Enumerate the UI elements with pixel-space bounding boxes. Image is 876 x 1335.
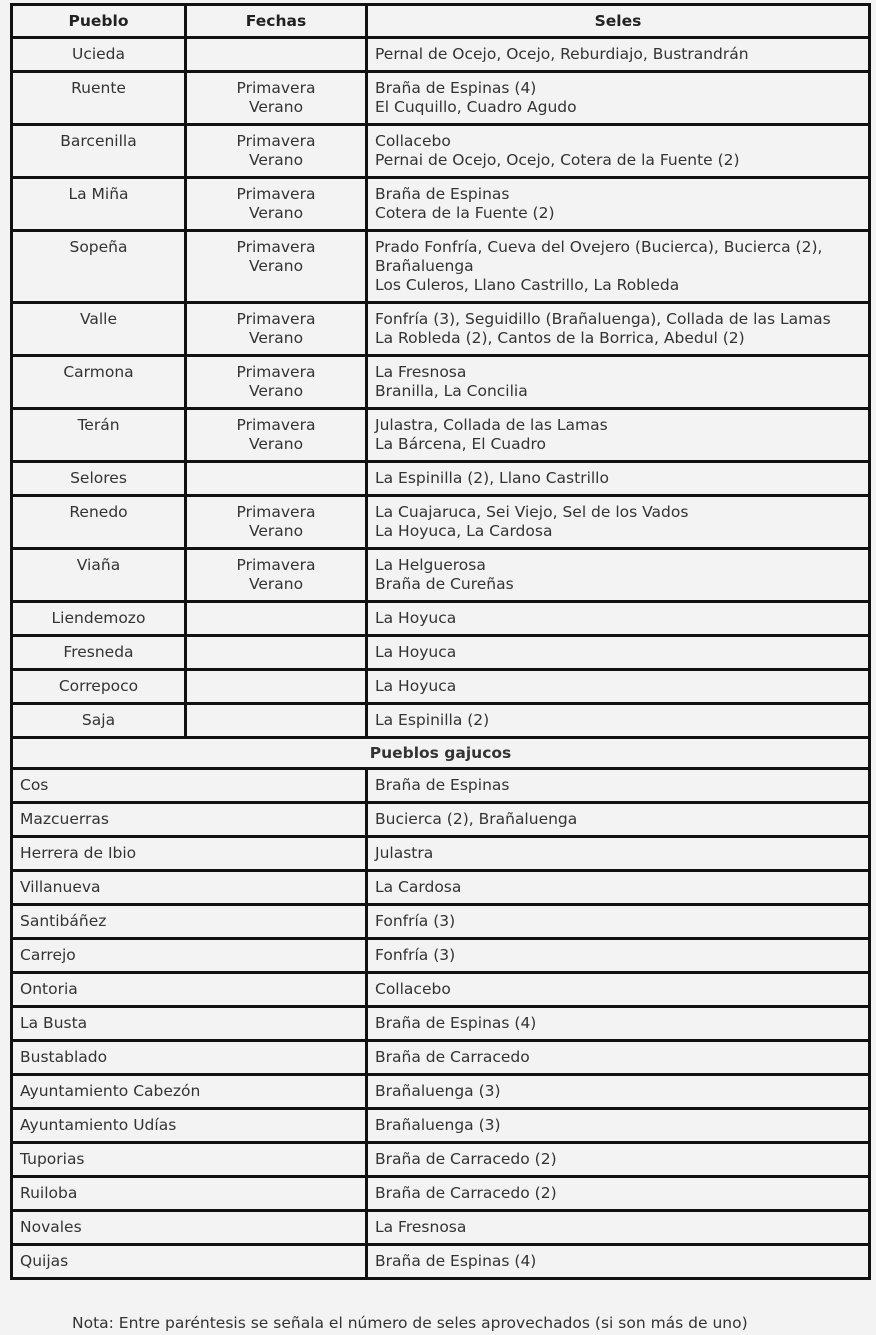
table-row — [12, 409, 870, 462]
fechas-cell — [186, 72, 367, 125]
table-row — [12, 636, 870, 670]
table-header-row — [12, 5, 870, 38]
fecha-line: Primavera — [236, 79, 316, 97]
gajuco-pueblo-cell: La Busta — [12, 1007, 367, 1041]
sel-line: Fonfría (3), Seguidillo (Brañaluenga), Collada de las Lamas — [375, 310, 831, 328]
fecha-line: Verano — [248, 204, 304, 222]
table-row — [12, 871, 870, 905]
pueblo-cell: Renedo — [12, 496, 186, 549]
header-fechas: Fechas — [186, 5, 367, 38]
sel-line: La Hoyuca, La Cardosa — [375, 522, 553, 540]
gajuco-seles-cell: Brañaluenga (3) — [367, 1109, 870, 1143]
fecha-line: Primavera — [236, 238, 316, 256]
sel-line: La Hoyuca — [375, 677, 457, 695]
fechas-cell — [186, 125, 367, 178]
fechas-cell — [186, 178, 367, 231]
gajuco-pueblo-cell: Bustablado — [12, 1041, 367, 1075]
table-row — [12, 1211, 870, 1245]
table-row — [12, 1109, 870, 1143]
sel-line: Pernal de Ocejo, Ocejo, Reburdiajo, Bustrandrán — [375, 45, 749, 63]
seles-cell — [367, 231, 870, 303]
gajuco-pueblo-cell: Herrera de Ibio — [12, 837, 367, 871]
seles-cell — [367, 496, 870, 549]
sel-line: La Bárcena, El Cuadro — [375, 435, 546, 453]
fechas-cell — [186, 602, 367, 636]
gajuco-pueblo-cell: Ayuntamiento Udías — [12, 1109, 367, 1143]
main-table-body — [12, 38, 870, 738]
fechas-cell — [186, 549, 367, 602]
pueblo-cell: Sopeña — [12, 231, 186, 303]
table-row — [12, 973, 870, 1007]
table-row — [12, 496, 870, 549]
gajuco-pueblo-cell: Ruiloba — [12, 1177, 367, 1211]
fecha-line: Verano — [248, 435, 304, 453]
table-row — [12, 803, 870, 837]
seles-cell — [367, 178, 870, 231]
fecha-line: Verano — [248, 257, 304, 275]
table-row — [12, 1007, 870, 1041]
sel-line: La Espinilla (2), Llano Castrillo — [375, 469, 609, 487]
fechas-cell — [186, 38, 367, 72]
table-row — [12, 1075, 870, 1109]
fechas-cell — [186, 704, 367, 738]
gajucos-section-row — [12, 738, 870, 769]
gajuco-pueblo-cell: Villanueva — [12, 871, 367, 905]
table-row — [12, 1245, 870, 1279]
table-row — [12, 769, 870, 803]
sel-line: La Espinilla (2) — [375, 711, 490, 729]
seles-cell — [367, 409, 870, 462]
sel-line: La Fresnosa — [375, 363, 467, 381]
pueblo-cell: Carmona — [12, 356, 186, 409]
gajuco-pueblo-cell: Ontoria — [12, 973, 367, 1007]
header-pueblo: Pueblo — [12, 5, 186, 38]
table-row — [12, 602, 870, 636]
pueblo-cell: Viaña — [12, 549, 186, 602]
gajuco-seles-cell: Julastra — [367, 837, 870, 871]
table-row — [12, 231, 870, 303]
pueblo-cell: La Miña — [12, 178, 186, 231]
seles-cell — [367, 636, 870, 670]
header-seles: Seles — [367, 5, 870, 38]
seles-cell — [367, 38, 870, 72]
sel-line: Cotera de la Fuente (2) — [375, 204, 555, 222]
fecha-line: Primavera — [236, 132, 316, 150]
gajuco-seles-cell: Collacebo — [367, 973, 870, 1007]
table-row — [12, 905, 870, 939]
gajuco-pueblo-cell: Cos — [12, 769, 367, 803]
table-row — [12, 1041, 870, 1075]
sel-line: Branilla, La Concilia — [375, 382, 528, 400]
gajucos-section-title: Pueblos gajucos — [12, 738, 870, 769]
fechas-cell — [186, 231, 367, 303]
table-row — [12, 38, 870, 72]
sel-line: La Helguerosa — [375, 556, 486, 574]
gajuco-pueblo-cell: Santibáñez — [12, 905, 367, 939]
fecha-line: Primavera — [236, 556, 316, 574]
sel-line: Julastra, Collada de las Lamas — [375, 416, 608, 434]
seles-cell — [367, 462, 870, 496]
sel-line: Prado Fonfría, Cueva del Ovejero (Bucierca), Bucierca (2), Brañaluenga — [375, 238, 823, 275]
pueblo-cell: Valle — [12, 303, 186, 356]
table-row — [12, 303, 870, 356]
gajuco-pueblo-cell: Carrejo — [12, 939, 367, 973]
gajuco-seles-cell: Fonfría (3) — [367, 905, 870, 939]
gajuco-seles-cell: Bucierca (2), Brañaluenga — [367, 803, 870, 837]
fecha-line: Verano — [248, 98, 304, 116]
fechas-cell — [186, 636, 367, 670]
fecha-line: Verano — [248, 329, 304, 347]
fecha-line: Primavera — [236, 503, 316, 521]
gajuco-pueblo-cell: Tuporias — [12, 1143, 367, 1177]
fecha-line: Primavera — [236, 185, 316, 203]
seles-cell — [367, 303, 870, 356]
sel-line: Los Culeros, Llano Castrillo, La Robleda — [375, 276, 680, 294]
sel-line: Braña de Espinas (4) — [375, 79, 537, 97]
sel-line: Braña de Cureñas — [375, 575, 514, 593]
fecha-line: Verano — [248, 151, 304, 169]
footnote: Nota: Entre paréntesis se señala el número de seles aprovechados (si son más de uno) — [72, 1314, 748, 1332]
gajuco-seles-cell: La Cardosa — [367, 871, 870, 905]
seles-cell — [367, 704, 870, 738]
pueblo-cell: Ruente — [12, 72, 186, 125]
table-row — [12, 125, 870, 178]
gajuco-seles-cell: Braña de Espinas (4) — [367, 1007, 870, 1041]
gajuco-seles-cell: Braña de Espinas — [367, 769, 870, 803]
seles-cell — [367, 602, 870, 636]
seles-cell — [367, 72, 870, 125]
sel-line: Braña de Espinas — [375, 185, 510, 203]
gajuco-seles-cell: Brañaluenga (3) — [367, 1075, 870, 1109]
table-row — [12, 72, 870, 125]
gajuco-pueblo-cell: Novales — [12, 1211, 367, 1245]
seles-cell — [367, 549, 870, 602]
seles-cell — [367, 670, 870, 704]
fechas-cell — [186, 409, 367, 462]
gajuco-seles-cell: Braña de Carracedo (2) — [367, 1143, 870, 1177]
sel-line: El Cuquillo, Cuadro Agudo — [375, 98, 577, 116]
gajuco-seles-cell: Braña de Espinas (4) — [367, 1245, 870, 1279]
fecha-line: Verano — [248, 382, 304, 400]
gajuco-pueblo-cell: Quijas — [12, 1245, 367, 1279]
sel-line: La Cuajaruca, Sei Viejo, Sel de los Vados — [375, 503, 689, 521]
seles-cell — [367, 356, 870, 409]
gajuco-seles-cell: Fonfría (3) — [367, 939, 870, 973]
pueblo-cell: Correpoco — [12, 670, 186, 704]
fecha-line: Verano — [248, 575, 304, 593]
fechas-cell — [186, 496, 367, 549]
pueblo-cell: Saja — [12, 704, 186, 738]
pueblo-cell: Selores — [12, 462, 186, 496]
gajuco-pueblo-cell: Mazcuerras — [12, 803, 367, 837]
fechas-cell — [186, 356, 367, 409]
sel-line: Collacebo — [375, 132, 451, 150]
pueblo-cell: Terán — [12, 409, 186, 462]
pueblo-cell: Ucieda — [12, 38, 186, 72]
pueblo-cell: Barcenilla — [12, 125, 186, 178]
fecha-line: Primavera — [236, 363, 316, 381]
gajuco-seles-cell: Braña de Carracedo (2) — [367, 1177, 870, 1211]
fecha-line: Primavera — [236, 310, 316, 328]
table-row — [12, 462, 870, 496]
sel-line: La Hoyuca — [375, 643, 457, 661]
table-row — [12, 178, 870, 231]
table-row — [12, 837, 870, 871]
pueblo-cell: Liendemozo — [12, 602, 186, 636]
fechas-cell — [186, 670, 367, 704]
fechas-cell — [186, 303, 367, 356]
sel-line: La Robleda (2), Cantos de la Borrica, Abedul (2) — [375, 329, 745, 347]
table-row — [12, 1143, 870, 1177]
gajucos-table-body — [12, 738, 870, 1279]
gajuco-seles-cell: Braña de Carracedo — [367, 1041, 870, 1075]
table-row — [12, 1177, 870, 1211]
seles-table — [10, 3, 871, 1280]
sel-line: La Hoyuca — [375, 609, 457, 627]
pueblo-cell: Fresneda — [12, 636, 186, 670]
fecha-line: Verano — [248, 522, 304, 540]
fecha-line: Primavera — [236, 416, 316, 434]
fechas-cell — [186, 462, 367, 496]
sel-line: Pernai de Ocejo, Ocejo, Cotera de la Fuente (2) — [375, 151, 740, 169]
gajuco-seles-cell: La Fresnosa — [367, 1211, 870, 1245]
table-row — [12, 939, 870, 973]
seles-cell — [367, 125, 870, 178]
table-row — [12, 704, 870, 738]
seles-table-container — [10, 3, 868, 1280]
table-row — [12, 549, 870, 602]
table-row — [12, 670, 870, 704]
gajuco-pueblo-cell: Ayuntamiento Cabezón — [12, 1075, 367, 1109]
table-row — [12, 356, 870, 409]
